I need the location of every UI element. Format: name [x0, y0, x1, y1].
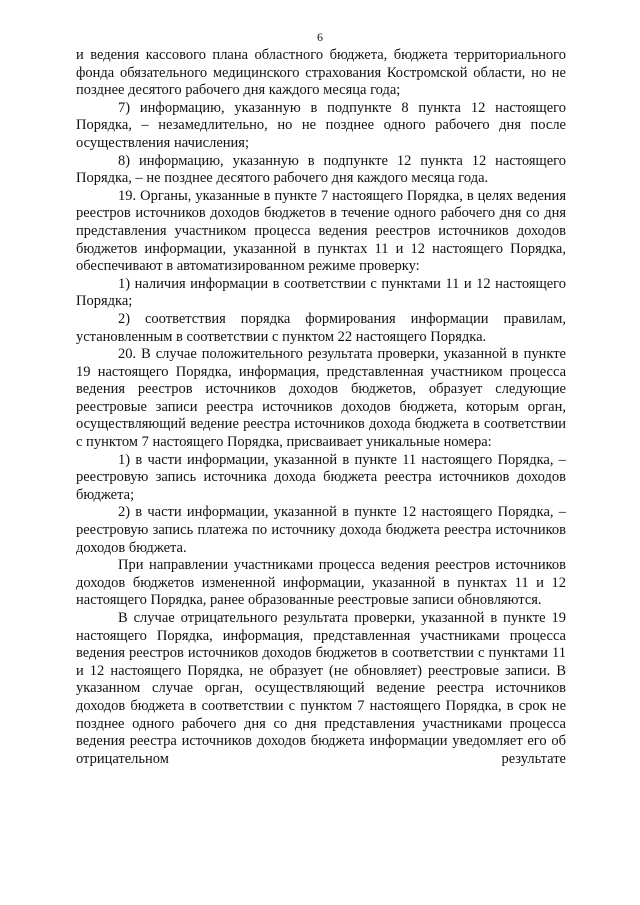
page-number: 6 [317, 30, 323, 44]
paragraph-clause-20-item-1: 1) в части информации, указанной в пункте 11 настоящего Порядка, – реестровую запись источника дохода бюджета реестра источников доходов бюджета; [76, 451, 566, 503]
document-body [76, 47, 566, 768]
paragraph-item-8: 8) информацию, указанную в подпункте 12 пункта 12 настоящего Порядка, – не позднее десятого рабочего дня каждого месяца года. [76, 152, 566, 187]
paragraph-negative-result: В случае отрицательного результата проверки, указанной в пункте 19 настоящего Порядка, информация, представленная участниками процесса ведения реестров источников доходов бюджетов в соответствии с пунктами 11 и 12 настоящего Порядка, не образует (не обновляет) реестровые записи. В указанном случае орган, осуществляющий ведение реестра источников доходов бюджета в соответствии с пунктом 7 настоящего Порядка, в срок не позднее одного рабочего дня со дня представления участниками процесса ведения реестра источников доходов бюджета информации уведомляет его об отрицательном результате [76, 610, 566, 767]
paragraph-clause-19-item-1: 1) наличия информации в соответствии с пунктами 11 и 12 настоящего Порядка; [76, 275, 566, 310]
paragraph-item-7: 7) информацию, указанную в подпункте 8 пункта 12 настоящего Порядка, – незамедлительно, но не позднее одного рабочего дня после осуществления начисления; [76, 99, 566, 151]
paragraph-updated-records: При направлении участниками процесса ведения реестров источников доходов бюджетов измененной информации, указанной в пунктах 11 и 12 настоящего Порядка, ранее образованные реестровые записи обновляются. [76, 557, 566, 609]
paragraph-clause-19: 19. Органы, указанные в пункте 7 настоящего Порядка, в целях ведения реестров источников доходов бюджетов в течение одного рабочего дня со дня представления участником процесса ведения реестров источников доходов бюджетов информации, указанной в пунктах 11 и 12 настоящего Порядка, обеспечивают в автоматизированном режиме проверку: [76, 187, 566, 275]
paragraph-continuation: и ведения кассового плана областного бюджета, бюджета территориального фонда обязательного медицинского страхования Костромской области, но не позднее десятого рабочего дня каждого месяца года; [76, 47, 566, 99]
paragraph-clause-20: 20. В случае положительного результата проверки, указанной в пункте 19 настоящего Порядка, информация, представленная участником процесса ведения реестров источников доходов бюджетов, образует следующие реестровые записи реестра источников доходов бюджета, которым орган, осуществляющий ведение реестра источников дохода бюджета в соответствии с пунктом 7 настоящего Порядка, присваивает уникальные номера: [76, 346, 566, 451]
paragraph-clause-20-item-2: 2) в части информации, указанной в пункте 12 настоящего Порядка, – реестровую запись платежа по источнику дохода бюджета реестра источников доходов бюджета. [76, 504, 566, 556]
paragraph-clause-19-item-2: 2) соответствия порядка формирования информации правилам, установленным в соответствии с пунктом 22 настоящего Порядка. [76, 310, 566, 345]
